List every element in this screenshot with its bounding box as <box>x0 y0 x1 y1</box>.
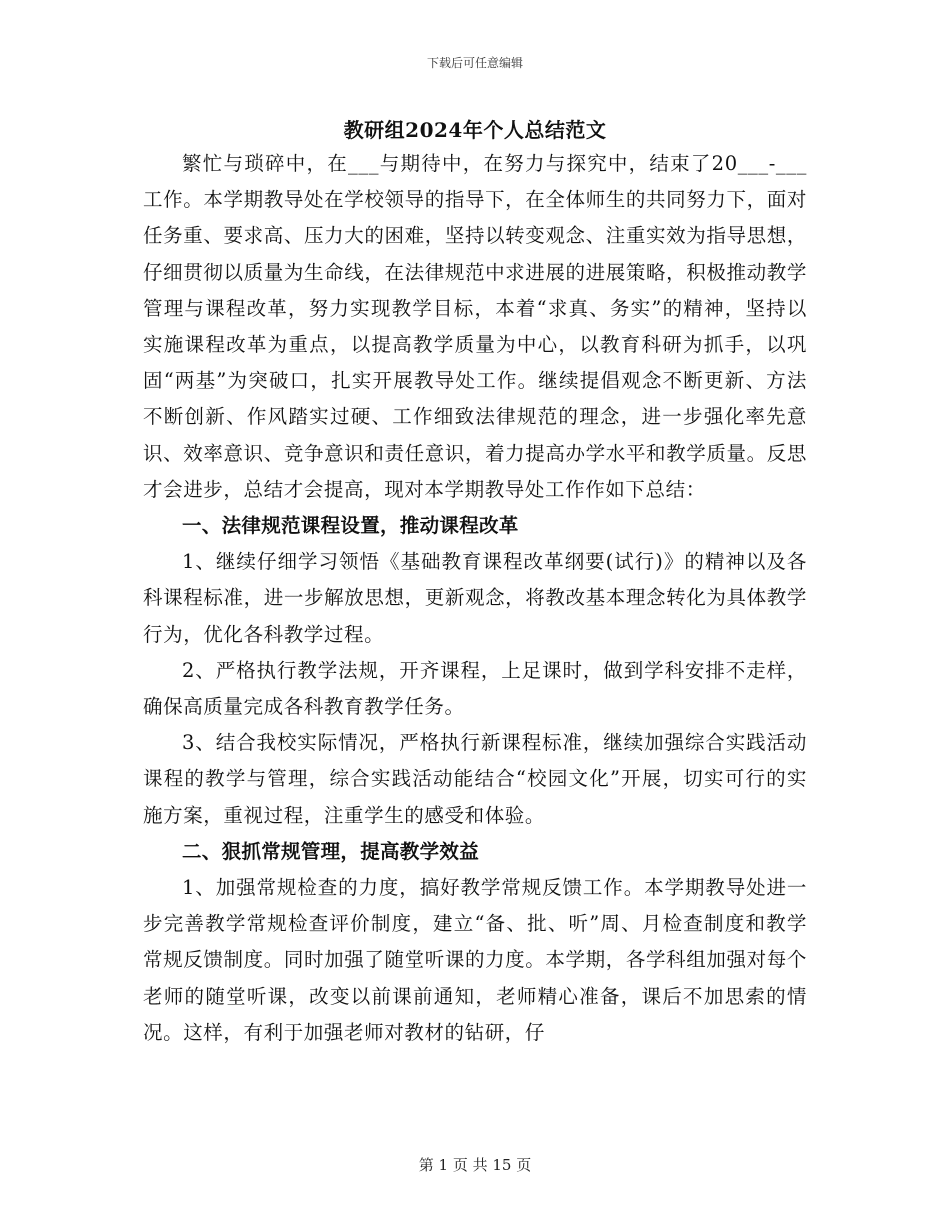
intro-paragraph: 繁忙与琐碎中，在___与期待中，在努力与探究中，结束了20___-___工作。本学期教导处在学校领导的指导下，在全体师生的共同努力下，面对任务重、要求高、压力大的困难，坚持以转变观念、注重实效为指导思想，仔细贯彻以质量为生命线，在法律规范中求进展的进展策略，积极推动教学管理与课程改革，努力实现教学目标，本着“求真、务实”的精神，坚持以实施课程改革为重点，以提高教学质量为中心，以教育科研为抓手，以巩固“两基”为突破口，扎实开展教导处工作。继续提倡观念不断更新、方法不断创新、作风踏实过硬、工作细致法律规范的理念，进一步强化率先意识、效率意识、竞争意识和责任意识，着力提高办学水平和教学质量。反思才会进步，总结才会提高，现对本学期教导处工作作如下总结： <box>143 152 807 501</box>
section-2-item-1: 1、加强常规检查的力度，搞好教学常规反馈工作。本学期教导处进一步完善教学常规检查评价制度，建立“备、批、听”周、月检查制度和教学常规反馈制度。同时加强了随堂听课的力度。本学期，各学科组加强对每个老师的随堂听课，改变以前课前通知，老师精心准备，课后不加思索的情况。这样，有利于加强老师对教材的钻研，仔 <box>143 876 807 1044</box>
section-1-item-3: 3、结合我校实际情况，严格执行新课程标准，继续加强综合实践活动课程的教学与管理，综合实践活动能结合“校园文化”开展，切实可行的实施方案，重视过程，注重学生的感受和体验。 <box>143 731 807 827</box>
page-number-footer: 第 1 页 共 15 页 <box>418 1156 532 1174</box>
document-body <box>143 146 807 1051</box>
document-title: 教研组2024年个人总结范文 <box>343 118 607 142</box>
section-heading-1: 一、法律规范课程设置，推动课程改革 <box>182 514 519 538</box>
section-1-item-1: 1、继续仔细学习领悟《基础教育课程改革纲要(试行)》的精神以及各科课程标准，进一步解放思想，更新观念，将教改基本理念转化为具体教学行为，优化各科教学过程。 <box>143 550 807 646</box>
section-1-item-2: 2、严格执行教学法规，开齐课程，上足课时，做到学科安排不走样，确保高质量完成各科教育教学任务。 <box>143 658 807 719</box>
section-heading-2: 二、狠抓常规管理，提高教学效益 <box>182 839 480 863</box>
page-header-note: 下载后可任意编辑 <box>426 56 523 70</box>
